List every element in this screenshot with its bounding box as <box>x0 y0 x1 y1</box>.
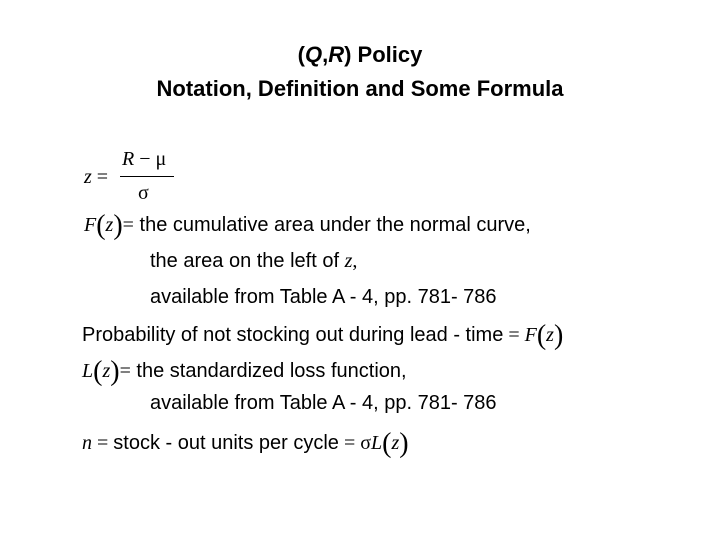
title-open-paren: ( <box>297 42 305 67</box>
slide-title-line2: Notation, Definition and Some Formula <box>156 76 564 101</box>
title-q-symbol: Q <box>304 42 323 67</box>
fz-f-symbol: F <box>84 214 97 236</box>
table-reference-line-1: available from Table A - 4, pp. 781- 786 <box>150 286 497 308</box>
title-comma: , <box>322 42 329 67</box>
z-formula-numerator: R − μ <box>122 148 167 170</box>
title-r-symbol: R <box>328 42 345 67</box>
fraction-bar <box>120 176 174 177</box>
z-score-formula <box>84 148 184 210</box>
area-left-line: the area on the left of z, <box>150 250 358 272</box>
lz-definition-text: the standardized loss function, <box>136 360 407 382</box>
table-reference-line-2: available from Table A - 4, pp. 781- 786 <box>150 392 497 414</box>
stockout-units-line: n = stock - out units per cycle = σL(z) <box>82 428 409 459</box>
slide-title-line1 <box>0 42 720 68</box>
title-policy-text: ) Policy <box>344 42 423 67</box>
probability-line: Probability of not stocking out during lead - time = F(z) <box>82 320 564 351</box>
z-formula-lhs: z = <box>84 166 109 188</box>
z-formula-denominator: σ <box>138 182 149 204</box>
fz-definition-text: the cumulative area under the normal curve, <box>139 214 531 236</box>
fz-definition-line: F(z)= the cumulative area under the normal curve, <box>84 210 531 241</box>
lz-definition-line: L(z)= the standardized loss function, <box>82 356 407 387</box>
